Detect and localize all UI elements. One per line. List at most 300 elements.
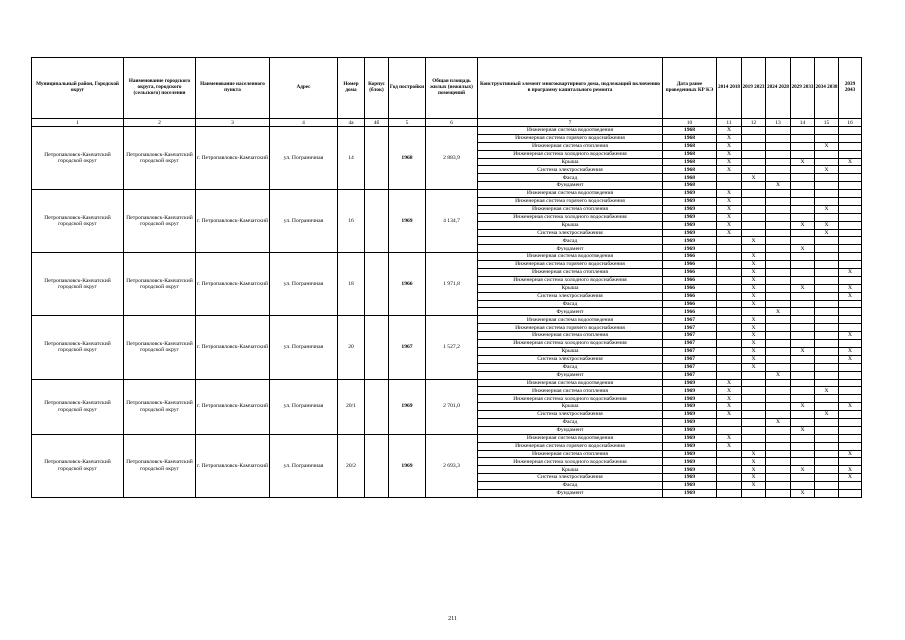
house-block: [32, 127, 862, 190]
period-mark-cell: [766, 134, 791, 142]
element-cell: Фундамент: [478, 489, 663, 497]
district-cell: Петропавловск-Камчатский городской округ: [32, 434, 124, 497]
header-cell: Адрес: [270, 58, 338, 119]
period-mark-cell: [815, 442, 839, 450]
period-mark-cell: [839, 261, 862, 269]
settlement-cell: Петропавловск-Камчатский городской округ: [124, 253, 196, 316]
street-cell: ул. Пограничная: [270, 379, 338, 434]
period-mark-cell: [839, 324, 862, 332]
column-number: 12: [742, 119, 766, 127]
period-mark-cell: [766, 221, 791, 229]
repair-date-cell: 1969: [663, 387, 717, 395]
period-mark-cell: X: [742, 363, 766, 371]
period-mark-cell: [766, 411, 791, 419]
period-mark-cell: [742, 150, 766, 158]
element-cell: Инженерная система холодного водоснабжения: [478, 458, 663, 466]
period-mark-cell: [815, 198, 839, 206]
district-cell: Петропавловск-Камчатский городской округ: [32, 127, 124, 190]
build-year-cell: 1966: [389, 253, 426, 316]
repair-date-cell: 1969: [663, 434, 717, 442]
period-mark-cell: X: [742, 332, 766, 340]
period-mark-cell: [742, 198, 766, 206]
block-cell: [365, 434, 389, 497]
period-mark-cell: [766, 237, 791, 245]
period-mark-cell: X: [839, 269, 862, 277]
period-mark-cell: X: [717, 442, 742, 450]
period-mark-cell: [815, 276, 839, 284]
element-cell: Фундамент: [478, 182, 663, 190]
period-mark-cell: X: [742, 324, 766, 332]
period-mark-cell: [717, 182, 742, 190]
repair-date-cell: 1969: [663, 198, 717, 206]
area-cell: 2 693,3: [426, 434, 478, 497]
element-cell: Крыша: [478, 284, 663, 292]
repair-date-cell: 1969: [663, 411, 717, 419]
element-cell: Инженерная система горячего водоснабжения: [478, 134, 663, 142]
period-mark-cell: X: [717, 411, 742, 419]
element-cell: Фундамент: [478, 245, 663, 253]
block-cell: [365, 190, 389, 253]
period-mark-cell: [791, 434, 815, 442]
period-mark-cell: [815, 426, 839, 434]
period-mark-cell: [766, 166, 791, 174]
period-mark-cell: [766, 489, 791, 497]
period-mark-cell: [815, 158, 839, 166]
house-block: [32, 434, 862, 497]
period-mark-cell: [766, 450, 791, 458]
period-mark-cell: X: [791, 347, 815, 355]
table-row: [32, 379, 862, 387]
repair-date-cell: 1968: [663, 134, 717, 142]
period-mark-cell: [742, 166, 766, 174]
period-mark-cell: X: [742, 482, 766, 490]
page-number: 211: [448, 616, 457, 622]
period-mark-cell: [766, 482, 791, 490]
period-mark-cell: [815, 482, 839, 490]
period-mark-cell: [839, 489, 862, 497]
period-mark-cell: [742, 190, 766, 198]
period-mark-cell: [815, 150, 839, 158]
period-mark-cell: [766, 284, 791, 292]
period-mark-cell: [839, 253, 862, 261]
column-number: 10: [663, 119, 717, 127]
settlement-cell: Петропавловск-Камчатский городской округ: [124, 434, 196, 497]
repair-date-cell: 1969: [663, 482, 717, 490]
repair-date-cell: 1967: [663, 316, 717, 324]
period-mark-cell: X: [839, 332, 862, 340]
header-cell: Наименование населенного пункта: [196, 58, 270, 119]
element-cell: Система электроснабжения: [478, 474, 663, 482]
period-mark-cell: [766, 363, 791, 371]
period-mark-cell: [742, 489, 766, 497]
period-mark-cell: [815, 324, 839, 332]
period-mark-cell: [839, 205, 862, 213]
period-mark-cell: X: [717, 205, 742, 213]
house-block: [32, 316, 862, 379]
period-mark-cell: X: [717, 213, 742, 221]
settlement-cell: Петропавловск-Камчатский городской округ: [124, 127, 196, 190]
period-mark-cell: [717, 474, 742, 482]
locality-cell: г. Петропавловск-Камчатский: [196, 379, 270, 434]
period-mark-cell: [717, 458, 742, 466]
repair-date-cell: 1967: [663, 324, 717, 332]
repair-date-cell: 1966: [663, 276, 717, 284]
repair-date-cell: 1967: [663, 355, 717, 363]
period-mark-cell: X: [839, 466, 862, 474]
house-number-cell: 14: [338, 127, 365, 190]
column-number: 2: [124, 119, 196, 127]
period-mark-cell: [791, 474, 815, 482]
repair-date-cell: 1967: [663, 347, 717, 355]
element-cell: Инженерная система холодного водоснабжения: [478, 150, 663, 158]
period-mark-cell: X: [791, 489, 815, 497]
period-mark-cell: X: [742, 292, 766, 300]
header-cell: Общая площадь жилых (нежилых) помещений: [426, 58, 478, 119]
period-mark-cell: [839, 340, 862, 348]
period-mark-cell: X: [815, 221, 839, 229]
period-mark-cell: X: [742, 355, 766, 363]
column-number: 3: [196, 119, 270, 127]
period-mark-cell: [791, 379, 815, 387]
period-mark-cell: [815, 134, 839, 142]
element-cell: Инженерная система водоотведения: [478, 434, 663, 442]
period-mark-cell: [839, 308, 862, 316]
period-mark-cell: [766, 300, 791, 308]
column-number: 13: [766, 119, 791, 127]
period-mark-cell: [791, 340, 815, 348]
table-row: [32, 434, 862, 442]
period-mark-cell: [742, 403, 766, 411]
period-mark-cell: [791, 371, 815, 379]
element-cell: Крыша: [478, 221, 663, 229]
period-mark-cell: [815, 284, 839, 292]
period-mark-cell: [766, 426, 791, 434]
repair-date-cell: 1969: [663, 245, 717, 253]
period-mark-cell: [791, 237, 815, 245]
period-mark-cell: [815, 474, 839, 482]
table-row: [32, 127, 862, 135]
capital-repair-table: [31, 57, 862, 498]
period-mark-cell: [742, 308, 766, 316]
period-mark-cell: [717, 276, 742, 284]
repair-date-cell: 1969: [663, 379, 717, 387]
element-cell: Система электроснабжения: [478, 355, 663, 363]
repair-date-cell: 1969: [663, 489, 717, 497]
street-cell: ул. Пограничная: [270, 434, 338, 497]
period-mark-cell: [839, 166, 862, 174]
period-mark-cell: [766, 442, 791, 450]
period-mark-cell: X: [717, 127, 742, 135]
period-mark-cell: [815, 127, 839, 135]
period-mark-cell: [766, 261, 791, 269]
repair-date-cell: 1966: [663, 300, 717, 308]
house-number-cell: 20/1: [338, 379, 365, 434]
period-mark-cell: [815, 174, 839, 182]
period-mark-cell: X: [717, 134, 742, 142]
area-cell: 4 134,7: [426, 190, 478, 253]
period-mark-cell: [791, 150, 815, 158]
period-mark-cell: [742, 221, 766, 229]
build-year-cell: 1969: [389, 434, 426, 497]
period-mark-cell: [815, 269, 839, 277]
period-mark-cell: [839, 213, 862, 221]
period-mark-cell: [766, 150, 791, 158]
period-mark-cell: [742, 411, 766, 419]
street-cell: ул. Пограничная: [270, 190, 338, 253]
district-cell: Петропавловск-Камчатский городской округ: [32, 316, 124, 379]
header-row: [32, 58, 862, 119]
house-number-cell: 16: [338, 190, 365, 253]
period-mark-cell: [839, 221, 862, 229]
repair-date-cell: 1969: [663, 403, 717, 411]
period-mark-cell: X: [717, 395, 742, 403]
district-cell: Петропавловск-Камчатский городской округ: [32, 253, 124, 316]
element-cell: Инженерная система отопления: [478, 387, 663, 395]
element-cell: Инженерная система отопления: [478, 332, 663, 340]
period-mark-cell: [766, 387, 791, 395]
repair-date-cell: 1969: [663, 237, 717, 245]
area-cell: 2 701,0: [426, 379, 478, 434]
period-mark-cell: [791, 174, 815, 182]
element-cell: Инженерная система холодного водоснабжения: [478, 340, 663, 348]
period-mark-cell: X: [742, 284, 766, 292]
period-mark-cell: X: [717, 150, 742, 158]
element-cell: Фасад: [478, 174, 663, 182]
period-mark-cell: [717, 174, 742, 182]
table-row: [32, 316, 862, 324]
period-mark-cell: [839, 395, 862, 403]
column-number: 15: [815, 119, 839, 127]
period-mark-cell: [791, 450, 815, 458]
period-mark-cell: X: [717, 190, 742, 198]
element-cell: Система электроснабжения: [478, 292, 663, 300]
period-mark-cell: [791, 292, 815, 300]
period-mark-cell: X: [815, 411, 839, 419]
period-mark-cell: [766, 174, 791, 182]
period-mark-cell: [839, 418, 862, 426]
street-cell: ул. Пограничная: [270, 253, 338, 316]
period-mark-cell: X: [742, 347, 766, 355]
repair-date-cell: 1969: [663, 205, 717, 213]
repair-date-cell: 1966: [663, 292, 717, 300]
street-cell: ул. Пограничная: [270, 316, 338, 379]
house-block: [32, 379, 862, 434]
period-mark-cell: [766, 190, 791, 198]
period-mark-cell: [791, 276, 815, 284]
period-mark-cell: [839, 198, 862, 206]
period-mark-cell: [742, 142, 766, 150]
repair-date-cell: 1969: [663, 474, 717, 482]
column-number: 4а: [338, 119, 365, 127]
build-year-cell: 1968: [389, 127, 426, 190]
period-mark-cell: [791, 229, 815, 237]
settlement-cell: Петропавловск-Камчатский городской округ: [124, 379, 196, 434]
period-mark-cell: [766, 292, 791, 300]
period-mark-cell: [766, 379, 791, 387]
period-mark-cell: [839, 150, 862, 158]
repair-date-cell: 1969: [663, 190, 717, 198]
table-row: [32, 190, 862, 198]
period-mark-cell: [766, 332, 791, 340]
period-mark-cell: [839, 387, 862, 395]
build-year-cell: 1969: [389, 190, 426, 253]
period-mark-cell: X: [839, 474, 862, 482]
house-number-cell: 20: [338, 316, 365, 379]
period-mark-cell: [766, 474, 791, 482]
period-mark-cell: [766, 198, 791, 206]
period-mark-cell: [791, 411, 815, 419]
repair-date-cell: 1969: [663, 426, 717, 434]
period-mark-cell: [815, 332, 839, 340]
build-year-cell: 1969: [389, 379, 426, 434]
header-cell: Муниципальный район, Городской округ: [32, 58, 124, 119]
period-mark-cell: X: [791, 158, 815, 166]
period-mark-cell: X: [839, 292, 862, 300]
period-mark-cell: X: [717, 198, 742, 206]
period-mark-cell: [839, 245, 862, 253]
period-mark-cell: [766, 316, 791, 324]
period-mark-cell: X: [742, 300, 766, 308]
period-mark-cell: X: [839, 403, 862, 411]
period-mark-cell: X: [717, 142, 742, 150]
period-mark-cell: [839, 142, 862, 150]
element-cell: Инженерная система водоотведения: [478, 253, 663, 261]
period-mark-cell: [839, 127, 862, 135]
period-mark-cell: [791, 324, 815, 332]
element-cell: Система электроснабжения: [478, 166, 663, 174]
element-cell: Система электроснабжения: [478, 411, 663, 419]
period-mark-cell: [815, 371, 839, 379]
period-mark-cell: [766, 127, 791, 135]
repair-date-cell: 1967: [663, 371, 717, 379]
period-mark-cell: [717, 347, 742, 355]
period-mark-cell: [791, 442, 815, 450]
period-mark-cell: [766, 466, 791, 474]
period-mark-cell: [839, 458, 862, 466]
street-cell: ул. Пограничная: [270, 127, 338, 190]
period-mark-cell: [742, 442, 766, 450]
header-cell: 2034 2038: [815, 58, 839, 119]
period-mark-cell: [791, 166, 815, 174]
element-cell: Фундамент: [478, 308, 663, 316]
area-cell: 1 971,8: [426, 253, 478, 316]
period-mark-cell: [815, 245, 839, 253]
period-mark-cell: [839, 363, 862, 371]
district-cell: Петропавловск-Камчатский городской округ: [32, 190, 124, 253]
period-mark-cell: [717, 332, 742, 340]
element-cell: Фасад: [478, 418, 663, 426]
period-mark-cell: X: [766, 371, 791, 379]
period-mark-cell: [791, 213, 815, 221]
period-mark-cell: [839, 442, 862, 450]
period-mark-cell: [766, 253, 791, 261]
period-mark-cell: [791, 198, 815, 206]
period-mark-cell: X: [717, 434, 742, 442]
period-mark-cell: [815, 450, 839, 458]
period-mark-cell: [815, 213, 839, 221]
period-mark-cell: X: [742, 276, 766, 284]
period-mark-cell: [742, 371, 766, 379]
period-mark-cell: [742, 134, 766, 142]
period-mark-cell: [766, 403, 791, 411]
element-cell: Инженерная система водоотведения: [478, 316, 663, 324]
period-mark-cell: [839, 411, 862, 419]
element-cell: Инженерная система горячего водоснабжения: [478, 261, 663, 269]
period-mark-cell: X: [742, 269, 766, 277]
period-mark-cell: [791, 205, 815, 213]
period-mark-cell: [742, 205, 766, 213]
period-mark-cell: [839, 300, 862, 308]
header-cell: 2039 2043: [839, 58, 862, 119]
period-mark-cell: [766, 324, 791, 332]
header-cell: 2014 2018: [717, 58, 742, 119]
period-mark-cell: [791, 387, 815, 395]
period-mark-cell: X: [717, 379, 742, 387]
period-mark-cell: X: [717, 403, 742, 411]
period-mark-cell: X: [742, 316, 766, 324]
period-mark-cell: [766, 458, 791, 466]
block-cell: [365, 127, 389, 190]
period-mark-cell: X: [766, 182, 791, 190]
element-cell: Фундамент: [478, 426, 663, 434]
period-mark-cell: [839, 174, 862, 182]
header-cell: 2019 2023: [742, 58, 766, 119]
element-cell: Фасад: [478, 482, 663, 490]
column-number: 16: [839, 119, 862, 127]
period-mark-cell: [717, 489, 742, 497]
period-mark-cell: [815, 363, 839, 371]
period-mark-cell: [766, 269, 791, 277]
settlement-cell: Петропавловск-Камчатский городской округ: [124, 190, 196, 253]
period-mark-cell: [791, 253, 815, 261]
repair-date-cell: 1968: [663, 182, 717, 190]
repair-date-cell: 1968: [663, 150, 717, 158]
period-mark-cell: [815, 261, 839, 269]
period-mark-cell: [791, 355, 815, 363]
period-mark-cell: [839, 190, 862, 198]
header-cell: Год постройки: [389, 58, 426, 119]
period-mark-cell: X: [839, 158, 862, 166]
element-cell: Инженерная система отопления: [478, 450, 663, 458]
area-cell: 1 527,2: [426, 316, 478, 379]
repair-date-cell: 1966: [663, 253, 717, 261]
period-mark-cell: X: [815, 205, 839, 213]
element-cell: Инженерная система отопления: [478, 205, 663, 213]
period-mark-cell: X: [766, 308, 791, 316]
period-mark-cell: [839, 426, 862, 434]
period-mark-cell: [839, 229, 862, 237]
block-cell: [365, 316, 389, 379]
locality-cell: г. Петропавловск-Камчатский: [196, 434, 270, 497]
element-cell: Инженерная система холодного водоснабжения: [478, 276, 663, 284]
period-mark-cell: [766, 142, 791, 150]
period-mark-cell: [766, 395, 791, 403]
period-mark-cell: X: [717, 158, 742, 166]
element-cell: Крыша: [478, 347, 663, 355]
period-mark-cell: [791, 332, 815, 340]
block-cell: [365, 253, 389, 316]
period-mark-cell: [791, 182, 815, 190]
period-mark-cell: [717, 284, 742, 292]
header-cell: Номер дома: [338, 58, 365, 119]
period-mark-cell: [791, 261, 815, 269]
period-mark-cell: [815, 458, 839, 466]
element-cell: Инженерная система отопления: [478, 142, 663, 150]
repair-date-cell: 1968: [663, 142, 717, 150]
period-mark-cell: [742, 418, 766, 426]
repair-date-cell: 1966: [663, 261, 717, 269]
period-mark-cell: X: [742, 450, 766, 458]
